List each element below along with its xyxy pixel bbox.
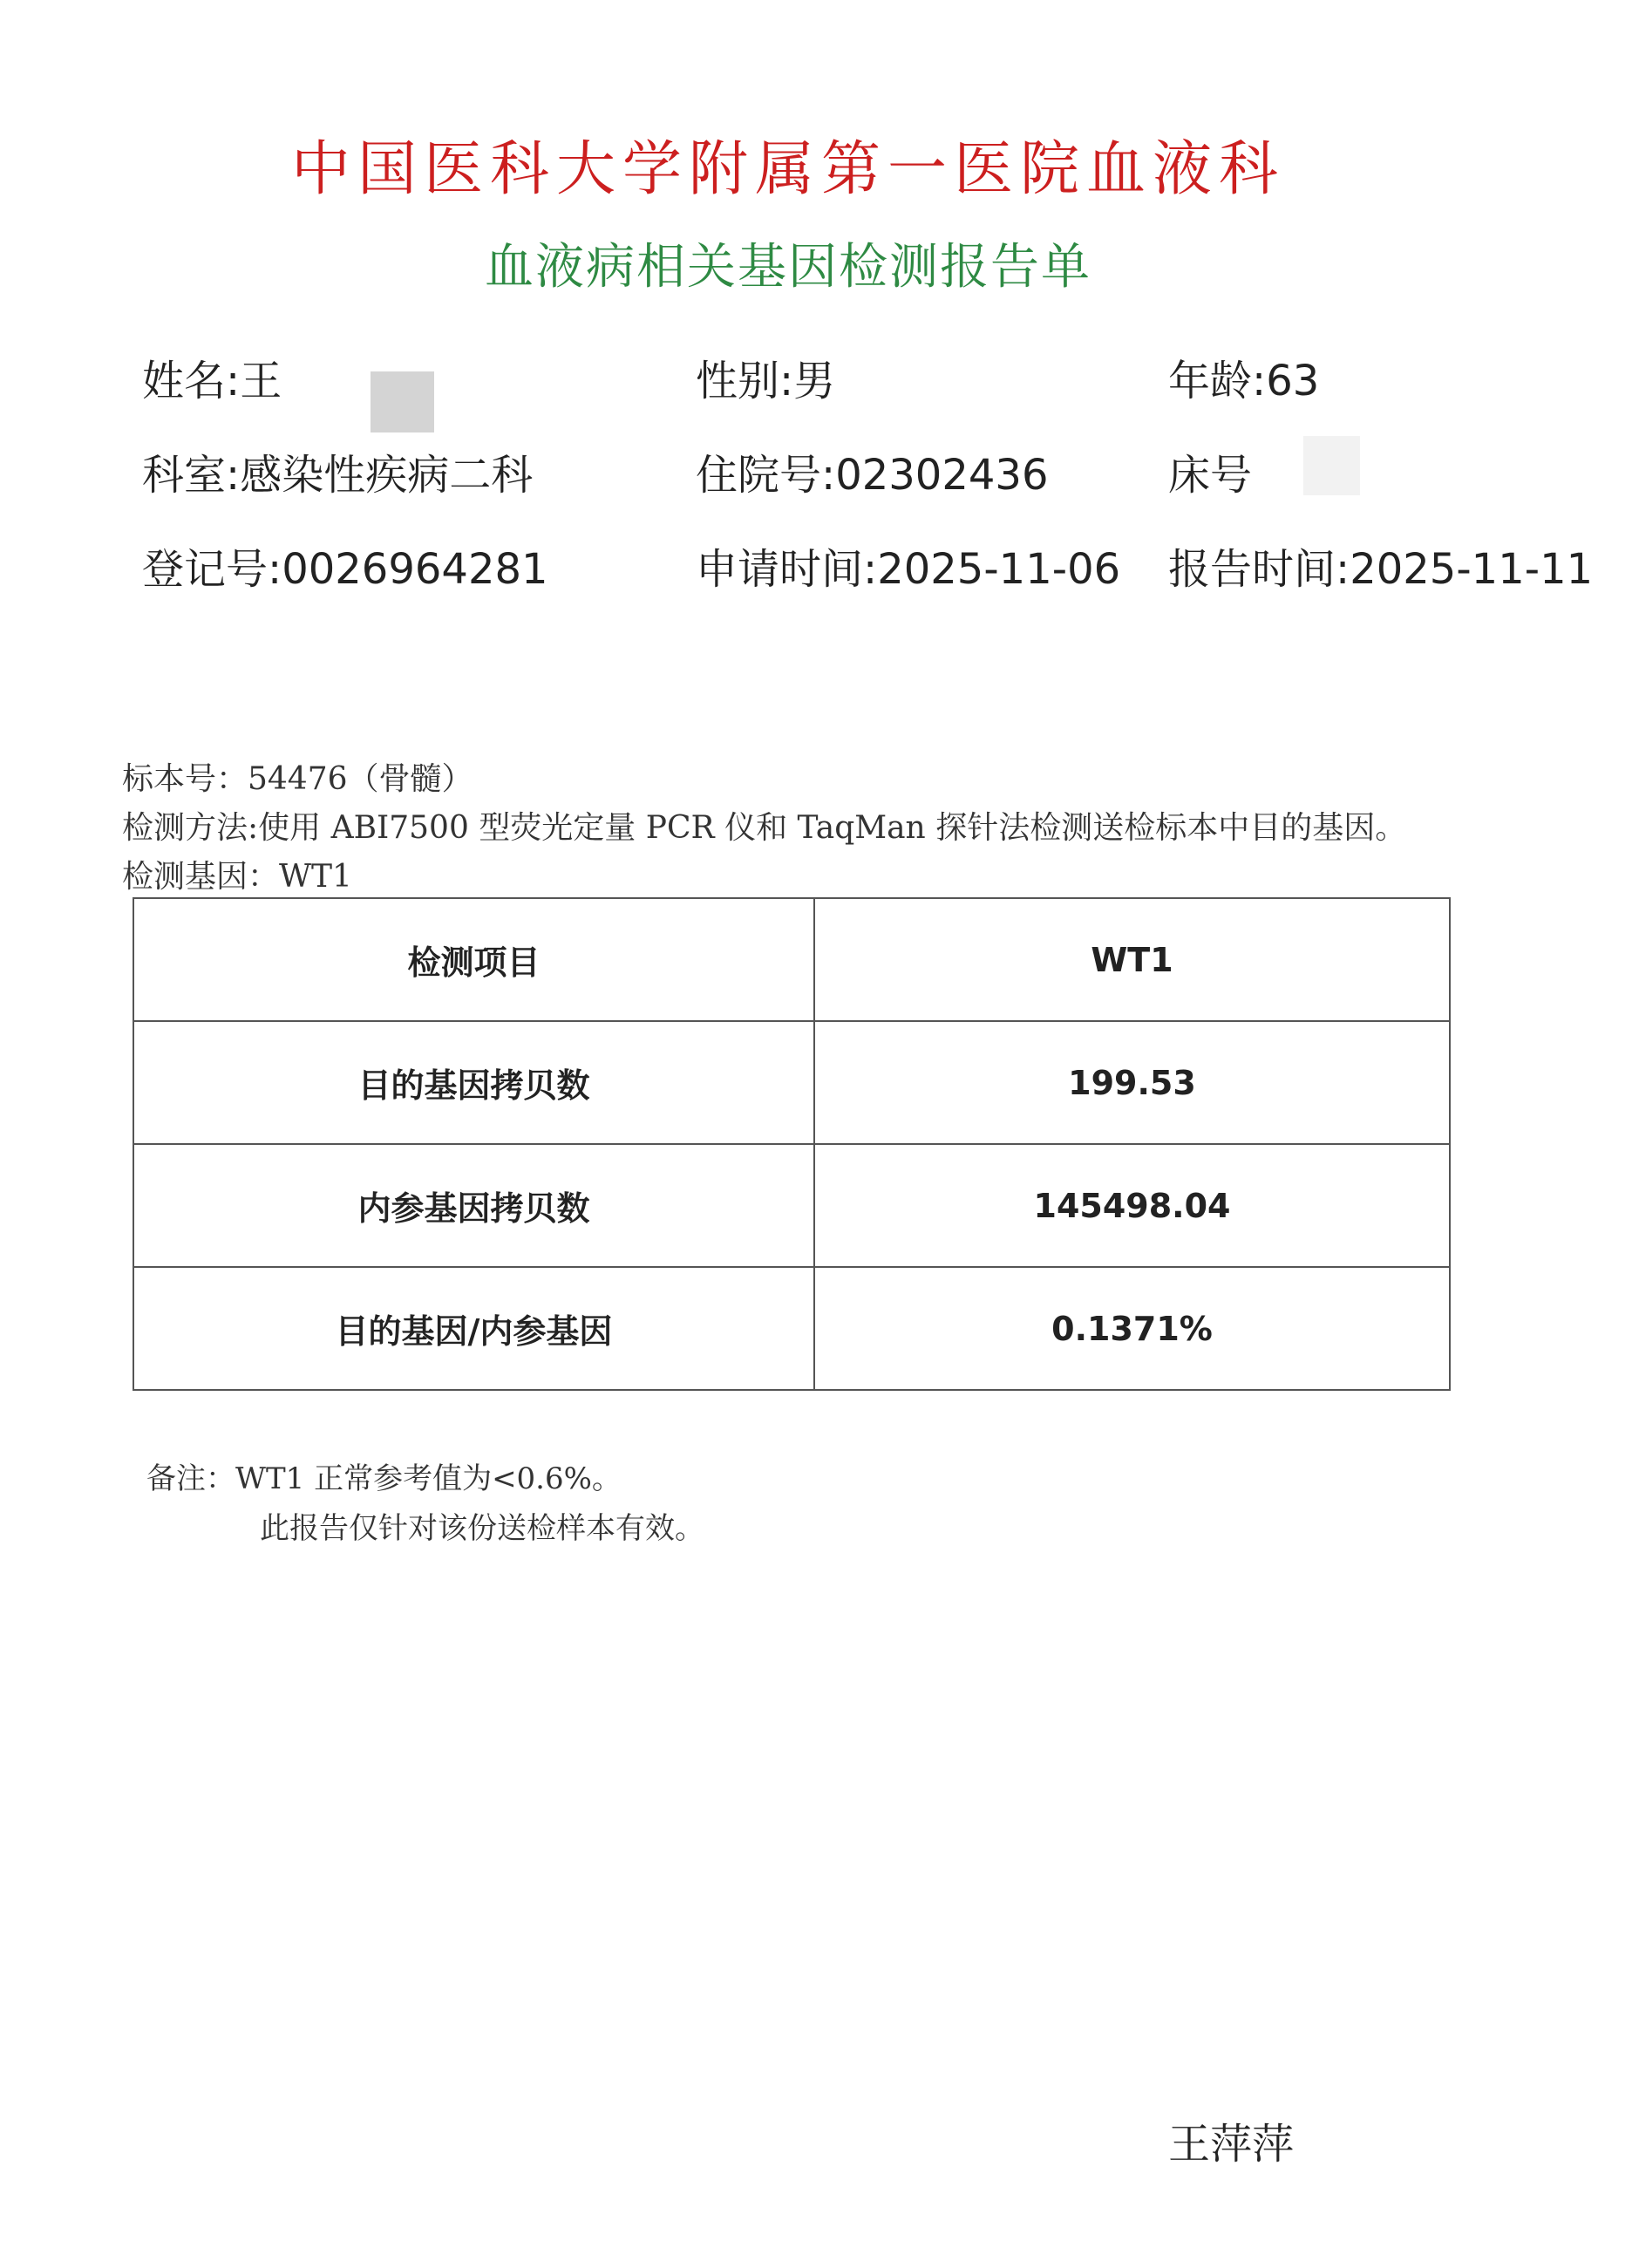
department-label: 科室: [142,451,241,500]
apply-time-field [696,535,1120,596]
table-cell-label: 内参基因拷贝数 [133,1144,814,1267]
inpatient-number-value: 02302436 [835,451,1049,500]
sample-number-line: 标本号：54476（骨髓） [122,761,473,797]
name-field [142,347,282,407]
registration-field [142,535,548,596]
name-label: 姓名: [142,357,241,405]
report-time-field [1168,535,1593,596]
registration-label: 登记号: [142,545,282,594]
gene-line: 检测基因：WT1 [122,859,352,895]
age-field [1168,347,1319,407]
age-value: 63 [1266,357,1320,405]
table-row [133,1144,1450,1267]
inpatient-number-field [696,441,1049,501]
table-cell-label: 目的基因拷贝数 [133,1021,814,1144]
table-cell-value: WT1 [814,898,1450,1021]
patient-row-2 [0,441,1632,502]
method-line: 检测方法:使用 ABI7500 型荧光定量 PCR 仪和 TaqMan 探针法检测送检标本中目的基因。 [122,810,1407,846]
table-row [133,1021,1450,1144]
name-value: 王 [240,357,282,405]
inpatient-number-label: 住院号: [696,451,836,500]
apply-time-label: 申请时间: [696,545,878,594]
report-time-value: 2025-11-11 [1350,545,1594,594]
age-label: 年龄: [1168,357,1267,405]
results-table [133,897,1451,1391]
gender-field [696,347,835,407]
table-row [133,898,1450,1021]
table-cell-label: 检测项目 [133,898,814,1021]
redaction-block-name [371,371,434,432]
gender-value: 男 [793,357,836,405]
patient-row-1 [0,347,1632,408]
bed-label: 床号 [1168,451,1253,500]
gender-label: 性别: [696,357,794,405]
patient-row-3 [0,535,1632,596]
hospital-title: 中国医科大学附属第一医院血液科 [290,135,1285,204]
table-row [133,1267,1450,1390]
department-value: 感染性疾病二科 [240,451,534,500]
note-validity-line: 此报告仅针对该份送检样本有效。 [260,1511,704,1546]
apply-time-value: 2025-11-06 [877,545,1121,594]
note-reference-line: 备注：WT1 正常参考值为<0.6%。 [146,1461,622,1496]
table-cell-value: 199.53 [814,1021,1450,1144]
registration-value: 0026964281 [282,545,548,594]
table-cell-label: 目的基因/内参基因 [133,1267,814,1390]
table-cell-value: 0.1371% [814,1267,1450,1390]
department-field [142,441,533,501]
report-title: 血液病相关基因检测报告单 [485,239,1091,296]
bed-field [1168,441,1252,501]
report-time-label: 报告时间: [1168,545,1350,594]
redaction-block-bed [1303,436,1360,495]
signature: 王萍萍 [1168,2120,1295,2169]
table-cell-value: 145498.04 [814,1144,1450,1267]
